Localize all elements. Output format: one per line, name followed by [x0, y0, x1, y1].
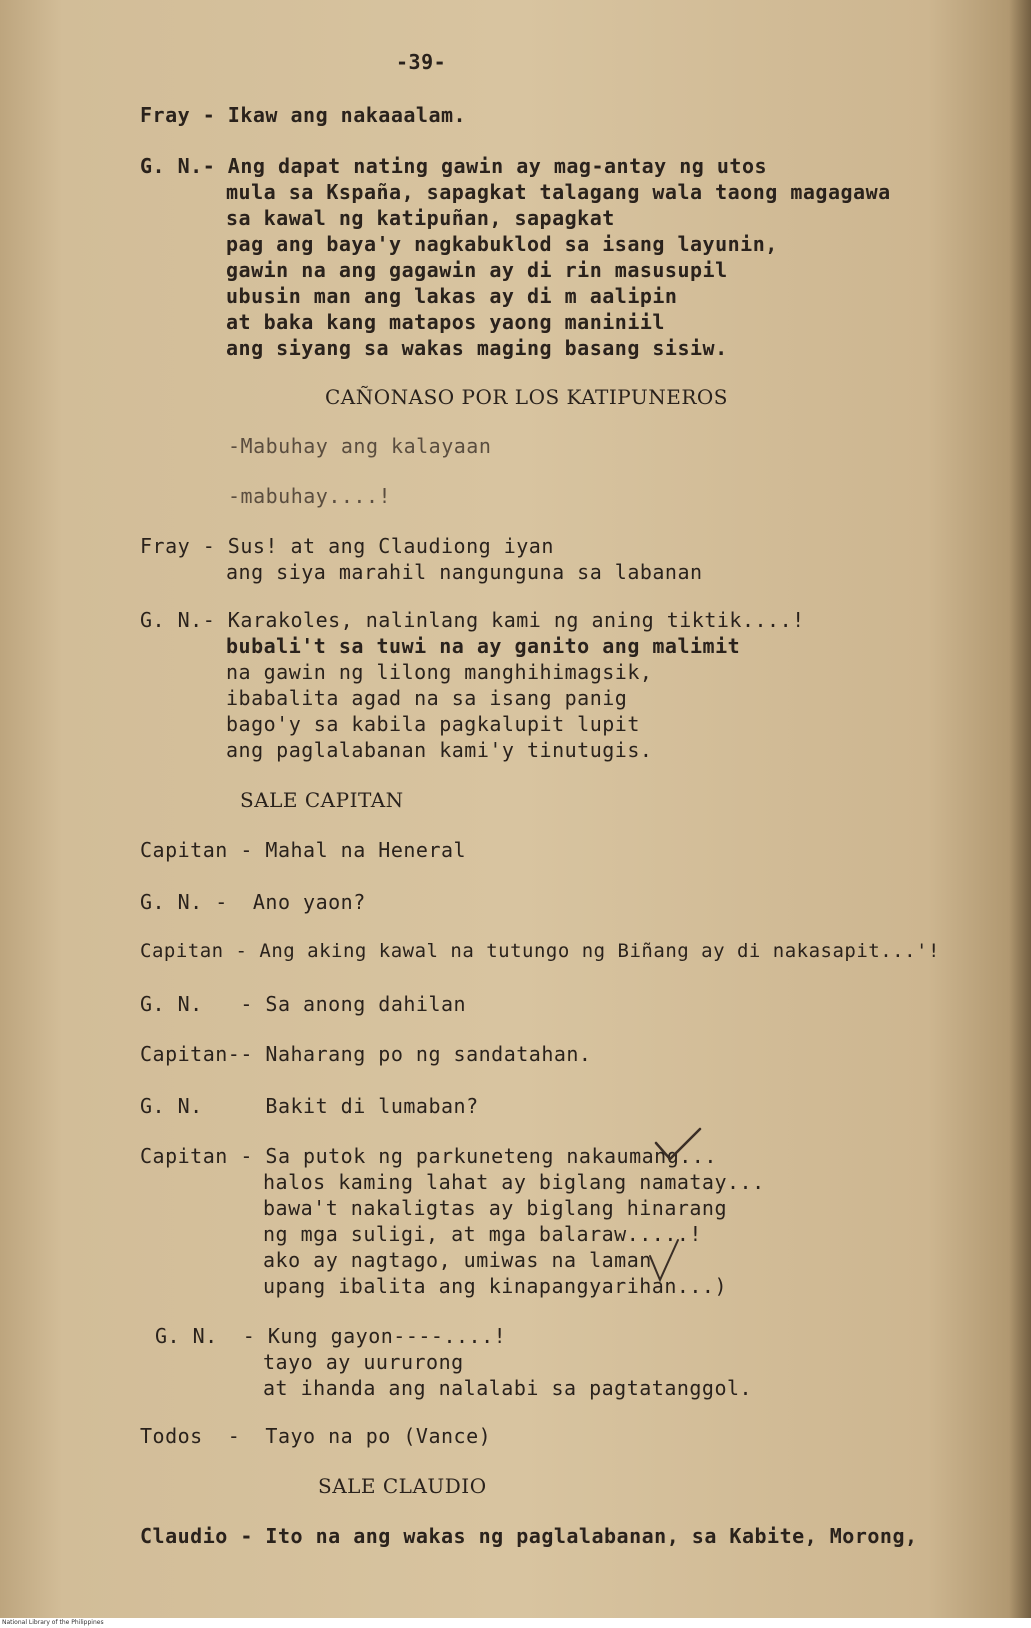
- handwritten-check-mark: [646, 1236, 686, 1286]
- dialogue-line: G. N. Bakit di lumaban?: [140, 1094, 479, 1118]
- dialogue-line: na gawin ng lilong manghihimagsik,: [226, 660, 653, 684]
- dialogue-line: -Mabuhay ang kalayaan: [228, 434, 492, 458]
- dialogue-line: Capitan-- Naharang po ng sandatahan.: [140, 1042, 592, 1066]
- stage-direction: SALE CLAUDIO: [318, 1474, 487, 1498]
- dialogue-line: Fray - Ikaw ang nakaaalam.: [140, 103, 467, 127]
- dialogue-line: mula sa Kspaña, sapagkat talagang wala taong magagawa: [226, 180, 891, 204]
- page-number: -39-: [396, 50, 447, 74]
- dialogue-line: G. N. - Ano yaon?: [140, 890, 366, 914]
- dialogue-line: ang siya marahil nangunguna sa labanan: [226, 560, 703, 584]
- dialogue-line: Capitan - Mahal na Heneral: [140, 838, 467, 862]
- dialogue-line: tayo ay uururong: [263, 1350, 464, 1374]
- dialogue-line: bawa't nakaligtas ay biglang hinarang: [263, 1196, 728, 1220]
- dialogue-line: Capitan - Sa putok ng parkuneteng nakaumang...: [140, 1144, 717, 1168]
- dialogue-line: G. N.- Ang dapat nating gawin ay mag-antay ng utos: [140, 154, 768, 178]
- handwritten-check-mark: [648, 1125, 708, 1165]
- stage-direction: SALE CAPITAN: [240, 788, 404, 812]
- dialogue-line: bubali't sa tuwi na ay ganito ang malimit: [226, 634, 741, 658]
- dialogue-line: ubusin man ang lakas ay di m aalipin: [226, 284, 678, 308]
- dialogue-line: sa kawal ng katipuñan, sapagkat: [226, 206, 615, 230]
- page-edge-shadow: [1009, 0, 1031, 1618]
- dialogue-line: -mabuhay....!: [228, 484, 392, 508]
- dialogue-line: at ihanda ang nalalabi sa pagtatanggol.: [263, 1376, 753, 1400]
- dialogue-line: G. N. - Kung gayon----....!: [155, 1324, 507, 1348]
- dialogue-line: upang ibalita ang kinapangyarihan...): [263, 1274, 728, 1298]
- dialogue-line: ako ay nagtago, umiwas na laman: [263, 1248, 652, 1272]
- dialogue-line: Fray - Sus! at ang Claudiong iyan: [140, 534, 554, 558]
- dialogue-line: at baka kang matapos yaong maniniil: [226, 310, 665, 334]
- dialogue-line: bago'y sa kabila pagkalupit lupit: [226, 712, 640, 736]
- dialogue-line: gawin na ang gagawin ay di rin masusupil: [226, 258, 728, 282]
- dialogue-line: Claudio - Ito na ang wakas ng paglalabanan, sa Kabite, Morong,: [140, 1524, 918, 1548]
- stage-direction: CAÑONASO POR LOS KATIPUNEROS: [325, 385, 728, 409]
- dialogue-line: G. N.- Karakoles, nalinlang kami ng aning tiktik....!: [140, 608, 805, 632]
- dialogue-line: Todos - Tayo na po (Vance): [140, 1424, 492, 1448]
- dialogue-line: ibabalita agad na sa isang panig: [226, 686, 628, 710]
- dialogue-line: G. N. - Sa anong dahilan: [140, 992, 467, 1016]
- dialogue-line: ang paglalabanan kami'y tinutugis.: [226, 738, 653, 762]
- footer-credit: National Library of the Philippines: [0, 1618, 1031, 1628]
- dialogue-line: ang siyang sa wakas maging basang sisiw.: [226, 336, 728, 360]
- dialogue-line: pag ang baya'y nagkabuklod sa isang layunin,: [226, 232, 778, 256]
- dialogue-line: ng mga suligi, at mga balaraw.....!: [263, 1222, 702, 1246]
- dialogue-line: Capitan - Ang aking kawal na tutungo ng Biñang ay di nakasapit...'!: [140, 940, 940, 962]
- dialogue-line: halos kaming lahat ay biglang namatay...: [263, 1170, 765, 1194]
